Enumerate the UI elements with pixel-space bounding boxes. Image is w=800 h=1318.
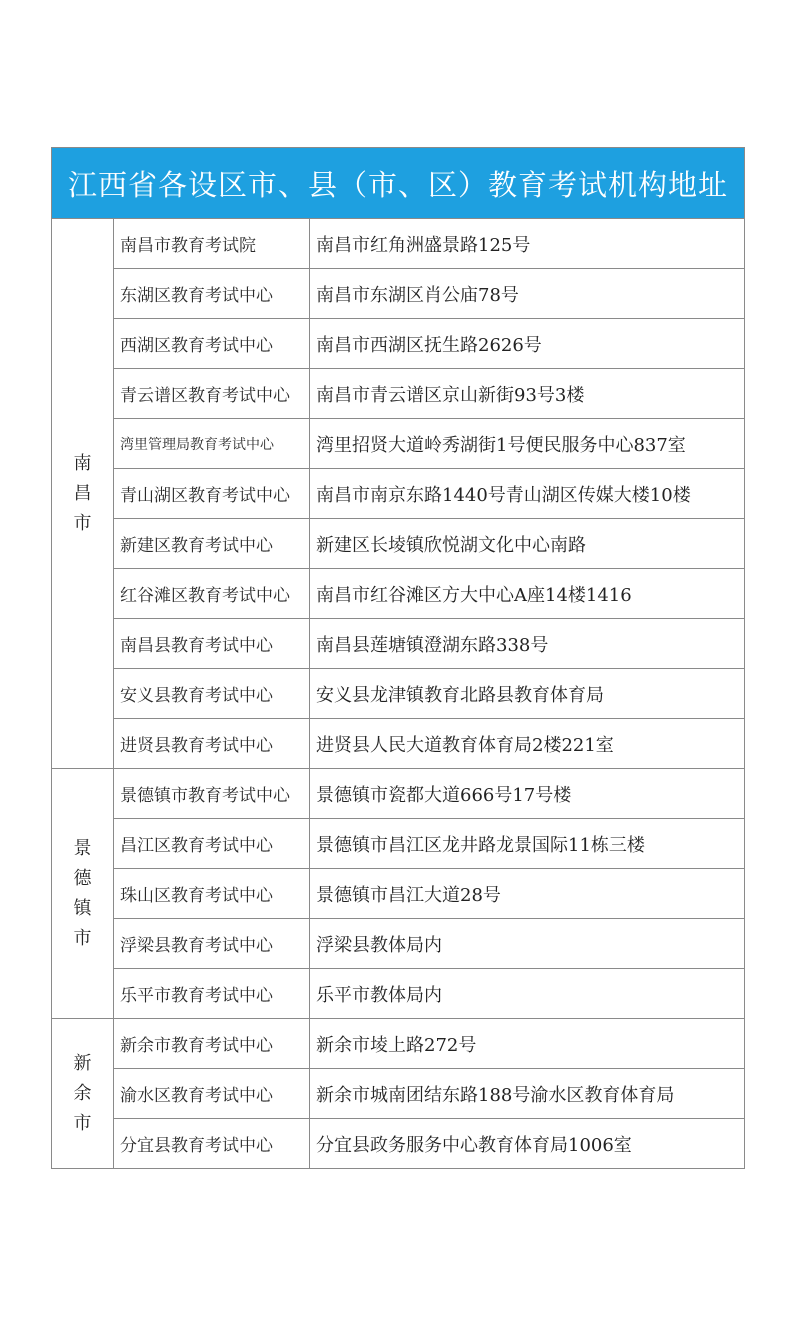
table-row bbox=[52, 569, 745, 619]
institution-name: 东湖区教育考试中心 bbox=[114, 269, 310, 319]
institution-address: 南昌市红角洲盛景路125号 bbox=[310, 219, 745, 269]
table-row bbox=[52, 719, 745, 769]
table-row bbox=[52, 419, 745, 469]
institution-address: 分宜县政务服务中心教育体育局1006室 bbox=[310, 1119, 745, 1169]
institution-address: 进贤县人民大道教育体育局2楼221室 bbox=[310, 719, 745, 769]
city-cell bbox=[52, 769, 114, 1019]
institution-name: 珠山区教育考试中心 bbox=[114, 869, 310, 919]
table-row bbox=[52, 869, 745, 919]
institution-name: 青云谱区教育考试中心 bbox=[114, 369, 310, 419]
institution-address: 南昌市东湖区肖公庙78号 bbox=[310, 269, 745, 319]
table-row bbox=[52, 219, 745, 269]
institution-address: 南昌县莲塘镇澄湖东路338号 bbox=[310, 619, 745, 669]
institution-name: 渝水区教育考试中心 bbox=[114, 1069, 310, 1119]
table-row bbox=[52, 519, 745, 569]
table-row bbox=[52, 619, 745, 669]
institution-address: 安义县龙津镇教育北路县教育体育局 bbox=[310, 669, 745, 719]
table-row bbox=[52, 969, 745, 1019]
institution-address: 南昌市南京东路1440号青山湖区传媒大楼10楼 bbox=[310, 469, 745, 519]
institution-address: 新余市城南团结东路188号渝水区教育体育局 bbox=[310, 1069, 745, 1119]
city-name: 新 余 市 bbox=[73, 1052, 92, 1134]
table-row bbox=[52, 369, 745, 419]
institution-name: 景德镇市教育考试中心 bbox=[114, 769, 310, 819]
institution-name: 昌江区教育考试中心 bbox=[114, 819, 310, 869]
table-row bbox=[52, 769, 745, 819]
table-row bbox=[52, 319, 745, 369]
institution-name: 青山湖区教育考试中心 bbox=[114, 469, 310, 519]
institution-address: 景德镇市昌江区龙井路龙景国际11栋三楼 bbox=[310, 819, 745, 869]
institution-address: 南昌市西湖区抚生路2626号 bbox=[310, 319, 745, 369]
table-row bbox=[52, 1069, 745, 1119]
institution-name: 南昌县教育考试中心 bbox=[114, 619, 310, 669]
table-row bbox=[52, 469, 745, 519]
institution-name: 进贤县教育考试中心 bbox=[114, 719, 310, 769]
institution-address: 南昌市青云谱区京山新街93号3楼 bbox=[310, 369, 745, 419]
institution-name: 新建区教育考试中心 bbox=[114, 519, 310, 569]
table-row bbox=[52, 669, 745, 719]
institution-address: 新余市堎上路272号 bbox=[310, 1019, 745, 1069]
institution-name: 南昌市教育考试院 bbox=[114, 219, 310, 269]
table-row bbox=[52, 1019, 745, 1069]
institution-name: 湾里管理局教育考试中心 bbox=[114, 419, 310, 469]
table-row bbox=[52, 1119, 745, 1169]
institution-name: 新余市教育考试中心 bbox=[114, 1019, 310, 1069]
table-row bbox=[52, 819, 745, 869]
institution-name: 红谷滩区教育考试中心 bbox=[114, 569, 310, 619]
institution-name: 浮梁县教育考试中心 bbox=[114, 919, 310, 969]
city-cell bbox=[52, 219, 114, 769]
table-body bbox=[52, 219, 745, 1169]
institution-name: 分宜县教育考试中心 bbox=[114, 1119, 310, 1169]
table-row bbox=[52, 269, 745, 319]
institution-name: 安义县教育考试中心 bbox=[114, 669, 310, 719]
city-name: 南 昌 市 bbox=[73, 452, 92, 534]
exam-institution-table bbox=[51, 147, 745, 1169]
institution-name: 西湖区教育考试中心 bbox=[114, 319, 310, 369]
city-cell bbox=[52, 1019, 114, 1169]
institution-address: 新建区长堎镇欣悦湖文化中心南路 bbox=[310, 519, 745, 569]
table-title: 江西省各设区市、县（市、区）教育考试机构地址 bbox=[52, 148, 745, 219]
institution-address: 湾里招贤大道岭秀湖街1号便民服务中心837室 bbox=[310, 419, 745, 469]
institution-address: 浮梁县教体局内 bbox=[310, 919, 745, 969]
institution-address: 景德镇市昌江大道28号 bbox=[310, 869, 745, 919]
institution-address: 乐平市教体局内 bbox=[310, 969, 745, 1019]
institution-name: 乐平市教育考试中心 bbox=[114, 969, 310, 1019]
institution-address: 景德镇市瓷都大道666号17号楼 bbox=[310, 769, 745, 819]
table-row bbox=[52, 919, 745, 969]
city-name: 景 德 镇 市 bbox=[73, 837, 92, 949]
institution-address: 南昌市红谷滩区方大中心A座14楼1416 bbox=[310, 569, 745, 619]
